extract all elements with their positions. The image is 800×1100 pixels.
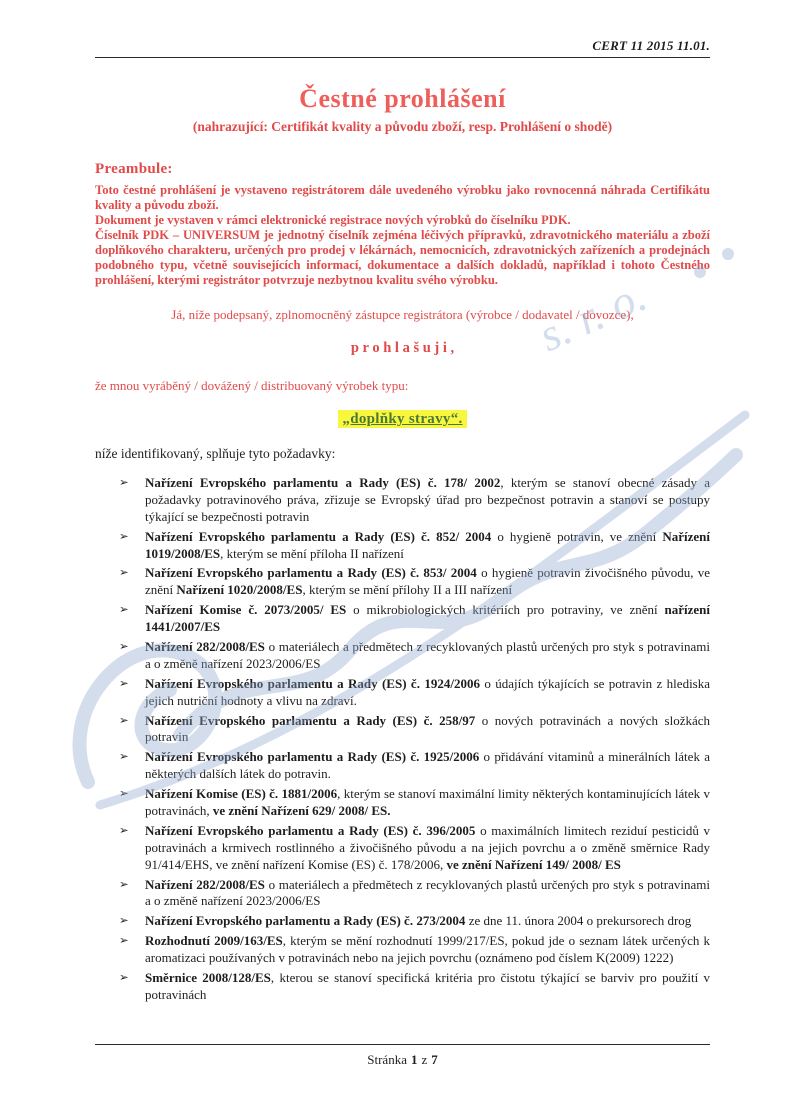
arrow-bullet-icon: ➢	[119, 604, 129, 617]
requirement-item	[119, 565, 710, 599]
requirement-item	[119, 676, 710, 710]
requirements-list	[95, 475, 710, 1004]
arrow-bullet-icon: ➢	[119, 477, 129, 489]
requirement-text: Nařízení Evropského parlamentu a Rady (ES) č. 1924/2006 o údajích týkajících se potravin z hlediska jejich nutriční hodnoty a vlivu na zdraví.	[145, 675, 711, 708]
arrow-bullet-icon: ➢	[119, 972, 129, 985]
requirements-intro: níže identifikovaný, splňuje tyto požadavky:	[95, 446, 336, 461]
preambule-heading: Preambule:	[95, 161, 173, 177]
preambule-text	[95, 183, 710, 288]
requirement-item	[119, 823, 710, 874]
arrow-bullet-icon: ➢	[119, 751, 129, 764]
page-label: Stránka	[367, 1052, 407, 1067]
requirement-text: Nařízení Evropského parlamentu a Rady (ES) č. 1925/2006 o přidávání vitaminů a minerálních látek a některých dalších látek do potravin.	[145, 749, 711, 782]
arrow-bullet-icon: ➢	[119, 878, 129, 891]
preambule-paragraph: Číselník PDK – UNIVERSUM je jednotný číselník zejména léčivých přípravků, zdravotnického materiálu a zboží doplňkového charakteru, určených pro prodej v lékárnách, nemocnicích, zdravotnických zařízeních a prodejnách podobného typu, včetně souvisejících informací, dokumentace a dalších dokladů, například i tohoto Čestného prohlášení, kterými registrátor potvrzuje nezbytnou kvalitu svého výrobku.	[95, 228, 710, 287]
page-total: 7	[431, 1052, 438, 1067]
requirement-text: Nařízení Komise č. 2073/2005/ ES o mikrobiologických kritériích pro potraviny, ve znění nařízení 1441/2007/ES	[145, 602, 710, 635]
watermark-text: s. r. o.	[531, 269, 654, 362]
page-footer	[95, 1044, 710, 1068]
requirement-item	[119, 933, 710, 967]
requirement-item	[119, 639, 710, 673]
requirement-item	[119, 602, 710, 636]
declarant-line: Já, níže podepsaný, zplnomocněný zástupce registrátora (výrobce / dodavatel / dovozce),	[171, 307, 634, 322]
arrow-bullet-icon: ➢	[119, 641, 129, 654]
arrow-bullet-icon: ➢	[119, 714, 129, 727]
requirement-text: Nařízení Evropského parlamentu a Rady (ES) č. 273/2004 ze dne 11. února 2004 o prekursorech drog	[145, 913, 692, 929]
arrow-bullet-icon: ➢	[119, 788, 129, 801]
requirement-text: Nařízení Evropského parlamentu a Rady (ES) č. 178/ 2002, kterým se stanoví obecné zásady a požadavky potravinového práva, zřizuje se Evropský úřad pro bezpečnost potravin a stanoví se postupy týkající se bezpečnosti potravin	[145, 475, 711, 524]
arrow-bullet-icon: ➢	[119, 824, 129, 837]
requirement-item	[119, 877, 710, 911]
requirement-item	[119, 970, 710, 1004]
requirement-item	[119, 713, 710, 747]
document-code: CERT 11 2015 11.01.	[592, 38, 710, 53]
declaration-verb: p r o h l a š u j i ,	[350, 340, 455, 356]
watermark-dot	[722, 248, 734, 260]
requirement-item	[119, 913, 710, 930]
requirement-text: Směrnice 2008/128/ES, kterou se stanoví specifická kritéria pro čistotu týkající se barviv pro použití v potravinách	[145, 970, 710, 1002]
requirement-text: Nařízení Komise (ES) č. 1881/2006, kterým se stanoví maximální limity některých kontaminujících látek v potravinách, ve znění Nařízení 629/ 2008/ ES.	[145, 786, 711, 819]
requirement-item	[119, 749, 710, 783]
requirement-text: Nařízení Evropského parlamentu a Rady (ES) č. 396/2005 o maximálních limitech reziduí pesticidů v potravinách a krmivech rostlinného a živočišného původu a na jejich povrchu a o změně směrnice Rady 91/414/EHS, ve znění nařízení Komise (ES) č. 178/2006, ve znění Nařízení 149/ 2008/ ES	[145, 822, 711, 872]
product-type-line: že mnou vyráběný / dovážený / distribuovaný výrobek typu:	[95, 378, 409, 393]
page-of: z	[421, 1052, 428, 1067]
requirement-text: Rozhodnutí 2009/163/ES, kterým se mění rozhodnutí 1999/217/ES, pokud jde o seznam látek určených k aromatizaci používaných v potravinách nebo na jejich povrchu (oznámeno pod číslem K(2009) 1222)	[145, 933, 710, 966]
requirement-text: Nařízení Evropského parlamentu a Rady (ES) č. 852/ 2004 o hygieně potravin, ve znění Nařízení 1019/2008/ES, kterým se mění příloha II nařízení	[145, 528, 710, 561]
arrow-bullet-icon: ➢	[119, 530, 129, 543]
requirement-text: Nařízení 282/2008/ES o materiálech a předmětech z recyklovaných plastů určených pro styk s potravinami a o změně nařízení 2023/2006/ES	[145, 639, 710, 671]
page-number	[95, 1052, 710, 1068]
document-subtitle: (nahrazující: Certifikát kvality a původu zboží, resp. Prohlášení o shodě)	[192, 119, 613, 134]
requirement-item	[119, 786, 710, 820]
requirement-text: Nařízení 282/2008/ES o materiálech a předmětech z recyklovaných plastů určených pro styk s potravinami a o změně nařízení 2023/2006/ES	[145, 876, 710, 909]
footer-rule	[95, 1044, 710, 1045]
requirement-item	[119, 475, 710, 526]
arrow-bullet-icon: ➢	[119, 567, 129, 580]
document-title: Čestné prohlášení	[299, 84, 506, 113]
arrow-bullet-icon: ➢	[119, 677, 129, 690]
arrow-bullet-icon: ➢	[119, 915, 129, 928]
highlighted-product-type-row	[95, 410, 710, 428]
highlighted-product-type: „doplňky stravy“.	[338, 410, 466, 428]
page-current: 1	[410, 1052, 418, 1067]
preambule-paragraph: Dokument je vystaven v rámci elektronické registrace nových výrobků do číselníku PDK.	[95, 213, 571, 227]
header-rule	[95, 57, 710, 58]
arrow-bullet-icon: ➢	[119, 935, 129, 948]
preambule-paragraph: Toto čestné prohlášení je vystaveno registrátorem dále uvedeného výrobku jako rovnocenná náhrada Certifikátu kvality a původu zboží.	[95, 183, 710, 212]
requirement-text: Nařízení Evropského parlamentu a Rady (ES) č. 258/97 o nových potravinách a nových složkách potravin	[145, 712, 711, 745]
requirement-text: Nařízení Evropského parlamentu a Rady (ES) č. 853/ 2004 o hygieně potravin živočišného původu, ve znění Nařízení 1020/2008/ES, kterým se mění přílohy II a III nařízení	[145, 565, 710, 598]
requirement-item	[119, 529, 710, 563]
